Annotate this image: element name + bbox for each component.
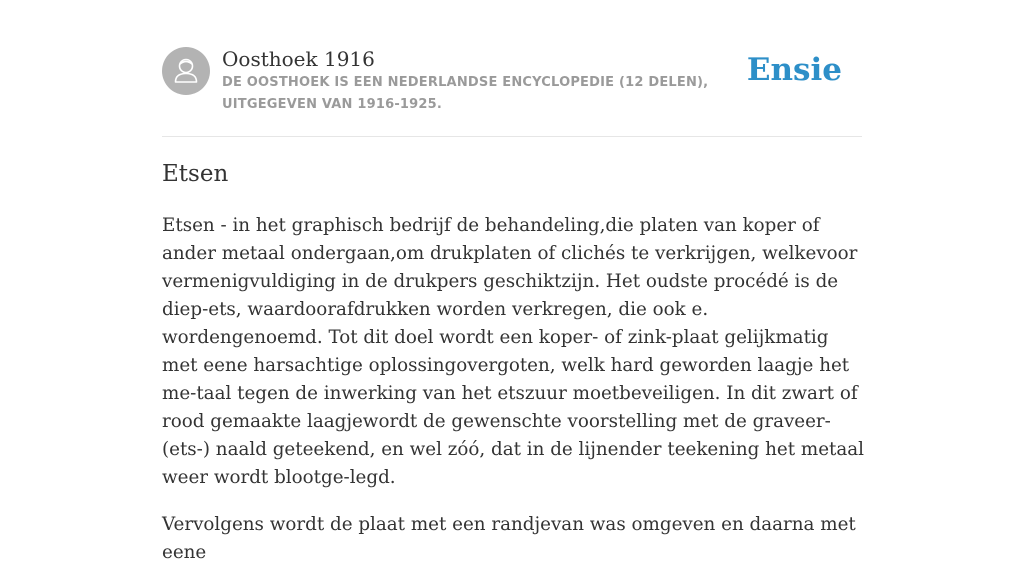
- article-title: Etsen: [162, 161, 229, 187]
- article-paragraph: Vervolgens wordt de plaat met een randjevan was omgeven en daarna met eene: [162, 514, 856, 563]
- source-avatar[interactable]: [162, 47, 210, 95]
- user-icon: [162, 47, 210, 95]
- source-title[interactable]: Oosthoek 1916: [222, 47, 375, 71]
- article-body: [162, 212, 867, 586]
- source-description: DE OOSTHOEK IS EEN NEDERLANDSE ENCYCLOPEDIE (12 DELEN), UITGEGEVEN VAN 1916-1925.: [222, 75, 709, 112]
- ensie-logo-link[interactable]: Ensie: [746, 52, 842, 88]
- source-header: [162, 44, 862, 137]
- article-paragraph: Etsen - in het graphisch bedrijf de behandeling,die platen van koper of ander metaal ondergaan,om drukplaten of clichés te verkrijgen, welkevoor vermenigvuldiging in de drukpers geschiktzijn. Het oudste procédé is de diep-ets, waardoorafdrukken worden verkregen, die ook e. wordengenoemd. Tot dit doel wordt een koper- of zink-plaat gelijkmatig met eene harsachtige oplossingovergoten, welk hard geworden laagje het me-taal tegen de inwerking van het etszuur moetbeveiligen. In dit zwart of rood gemaakte laagjewordt de gewenschte voorstelling met de graveer-(ets-) naald geteekend, en wel zóó, dat in de lijnender teekening het metaal weer wordt blootge-legd.: [162, 215, 865, 488]
